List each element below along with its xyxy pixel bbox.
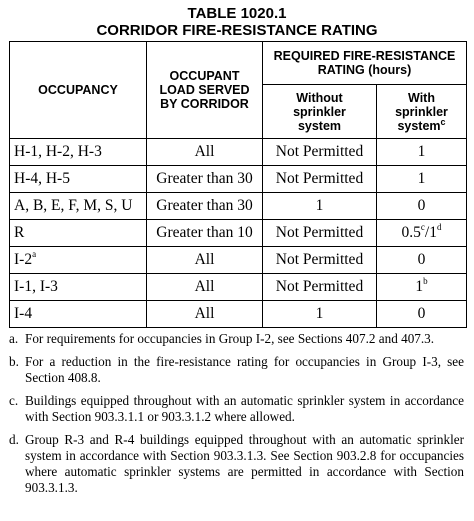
occupancy-text: R xyxy=(14,224,25,241)
table-row xyxy=(10,301,467,328)
occupancy-cell xyxy=(10,166,147,193)
header-occupancy-label: OCCUPANCY xyxy=(38,83,118,97)
table-row xyxy=(10,247,467,274)
without-sprinkler-cell: Not Permitted xyxy=(263,139,377,166)
with-sprinkler-cell: 0 xyxy=(377,247,467,274)
footnote-text: For a reduction in the fire-resistance rating for occupancies in Group I-3, see Section 408.8. xyxy=(25,354,464,385)
table-row xyxy=(10,220,467,247)
with-value: 0.5 xyxy=(401,224,421,241)
table-caption: CORRIDOR FIRE-RESISTANCE RATING xyxy=(96,22,378,39)
footnote-d xyxy=(9,432,464,496)
footnote-label: a. xyxy=(9,331,19,346)
with-value-tail: /1 xyxy=(424,224,437,241)
table-row xyxy=(10,193,467,220)
occupancy-cell xyxy=(10,220,147,247)
footnote-a xyxy=(9,331,464,347)
without-sprinkler-cell: 1 xyxy=(263,301,377,328)
footnote-c xyxy=(9,393,464,425)
footnote-text: For requirements for occupancies in Group I-2, see Sections 407.2 and 407.3. xyxy=(25,331,435,346)
without-sprinkler-cell: Not Permitted xyxy=(263,166,377,193)
without-sprinkler-cell: Not Permitted xyxy=(263,220,377,247)
occupancy-cell xyxy=(10,274,147,301)
occupancy-text: H-4, H-5 xyxy=(14,170,70,187)
header-with-footnote: c xyxy=(440,116,446,127)
header-occupancy xyxy=(10,42,147,139)
header-rating-line1: REQUIRED FIRE-RESISTANCE xyxy=(273,49,456,63)
with-sprinkler-cell xyxy=(377,220,467,247)
occupancy-cell xyxy=(10,139,147,166)
header-load-line3: BY CORRIDOR xyxy=(160,97,249,111)
with-sprinkler-cell xyxy=(377,274,467,301)
table-number: TABLE 1020.1 xyxy=(187,5,287,22)
load-cell: Greater than 30 xyxy=(147,166,263,193)
occupancy-text: H-1, H-2, H-3 xyxy=(14,143,102,160)
occupancy-text: A, B, E, F, M, S, U xyxy=(14,197,133,214)
header-load-line1: OCCUPANT xyxy=(169,69,240,83)
footnote-text: Group R-3 and R-4 buildings equipped throughout with an automatic sprinkler system in accordance with Section 903.3.1.3. See Section 903.2.8 for occupancies where automatic sprinkler systems are permitted in accordance with Section 903.3.1.3. xyxy=(25,432,464,495)
header-with-line3 xyxy=(377,116,466,133)
load-cell: Greater than 10 xyxy=(147,220,263,247)
with-sprinkler-cell: 0 xyxy=(377,301,467,328)
load-cell: Greater than 30 xyxy=(147,193,263,220)
header-load-line2: LOAD SERVED xyxy=(159,83,250,97)
load-cell: All xyxy=(147,139,263,166)
occupancy-text: I-2 xyxy=(14,251,33,268)
without-sprinkler-cell: 1 xyxy=(263,193,377,220)
occupancy-cell xyxy=(10,193,147,220)
with-sprinkler-cell: 1 xyxy=(377,166,467,193)
header-with-line3-text: system xyxy=(397,118,441,133)
with-value: 1 xyxy=(415,278,424,295)
load-cell: All xyxy=(147,301,263,328)
with-sprinkler-cell: 0 xyxy=(377,193,467,220)
load-cell: All xyxy=(147,247,263,274)
table-row xyxy=(10,274,467,301)
footnote-label: d. xyxy=(9,432,19,447)
table-row xyxy=(10,166,467,193)
occupancy-text: I-1, I-3 xyxy=(14,278,58,295)
with-footnote: c xyxy=(420,222,425,232)
header-with-line1: With xyxy=(408,90,435,105)
occupancy-footnote: a xyxy=(32,249,37,259)
footnote-label: b. xyxy=(9,354,19,369)
occupancy-cell xyxy=(10,301,147,328)
header-without-line1: Without xyxy=(296,90,343,105)
occupancy-text: I-4 xyxy=(14,305,33,322)
without-sprinkler-cell: Not Permitted xyxy=(263,274,377,301)
occupancy-cell xyxy=(10,247,147,274)
header-without-line2: sprinkler xyxy=(293,104,346,119)
footnotes xyxy=(9,331,464,503)
load-cell: All xyxy=(147,274,263,301)
table-title xyxy=(0,0,474,39)
footnote-b xyxy=(9,354,464,386)
table-row xyxy=(10,139,467,166)
header-with-line2: sprinkler xyxy=(395,104,448,119)
without-sprinkler-cell: Not Permitted xyxy=(263,247,377,274)
footnote-label: c. xyxy=(9,393,19,408)
fire-rating-table xyxy=(9,41,467,328)
with-footnote-2: d xyxy=(436,222,442,232)
with-footnote: b xyxy=(423,276,428,286)
footnote-text: Buildings equipped throughout with an automatic sprinkler system in accordance with Section 903.3.1.1 or 903.3.1.2 where allowed. xyxy=(25,393,464,424)
header-occupant-load xyxy=(147,42,263,139)
header-with-sprinkler xyxy=(377,85,467,139)
header-rating-line2: RATING (hours) xyxy=(317,63,412,77)
header-without-sprinkler xyxy=(263,85,377,139)
header-without-line3: system xyxy=(297,118,342,133)
header-required-rating xyxy=(263,42,467,85)
with-sprinkler-cell: 1 xyxy=(377,139,467,166)
